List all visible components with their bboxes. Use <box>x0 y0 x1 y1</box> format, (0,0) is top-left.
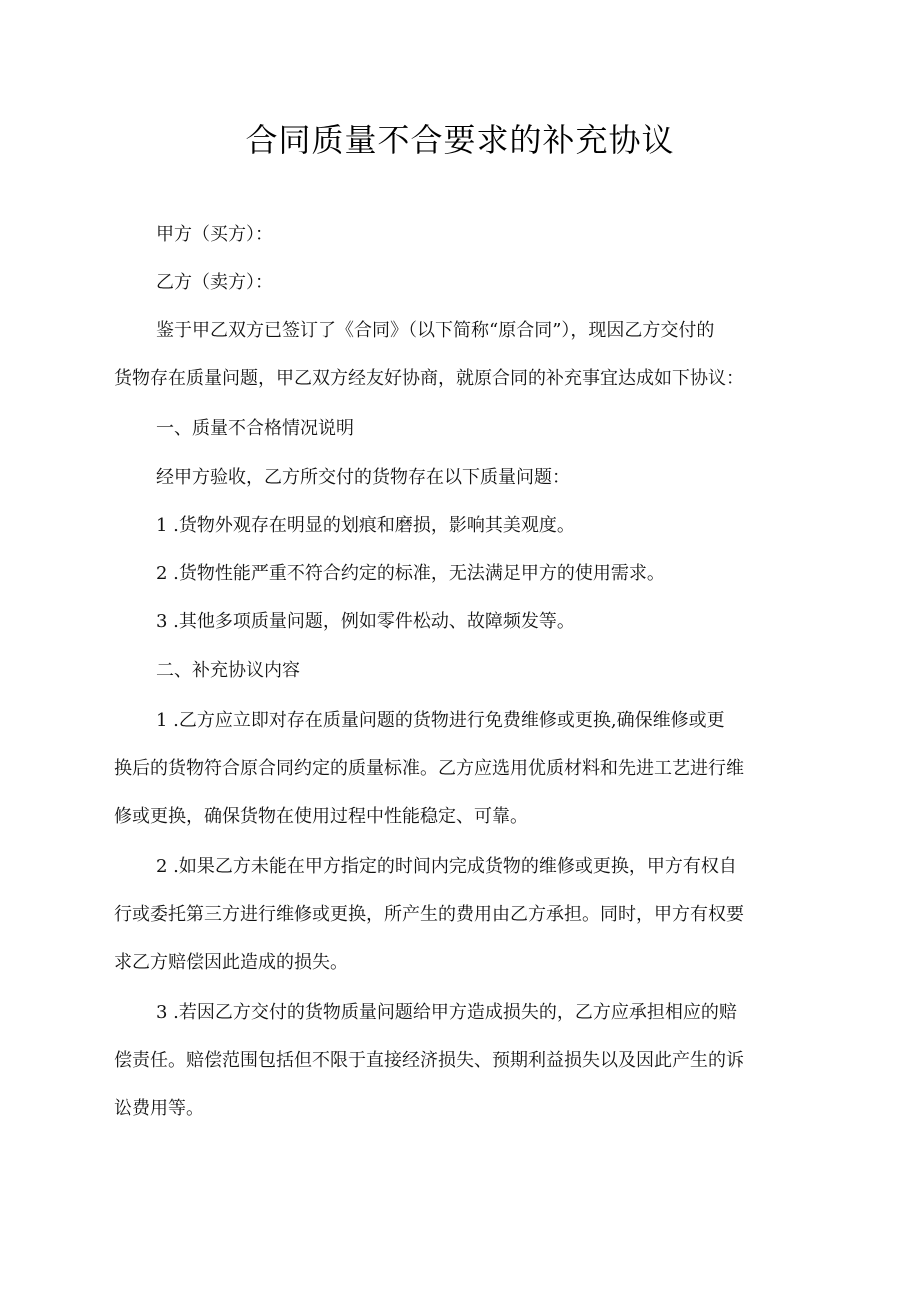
document-title: 合同质量不合要求的补充协议 <box>245 121 675 159</box>
clause1-line-3: 修或更换，确保货物在使用过程中性能稳定、可靠。 <box>114 806 528 827</box>
section2-heading: 二、补充协议内容 <box>156 660 300 681</box>
clause1-line-2: 换后的货物符合原合同约定的质量标准。乙方应选用优质材料和先进工艺进行维 <box>114 758 744 779</box>
section1-heading: 一、质量不合格情况说明 <box>156 418 354 439</box>
clause3-line-3: 讼费用等。 <box>114 1098 204 1119</box>
clause1-line-1: 1 .乙方应立即对存在质量问题的货物进行免费维修或更换,确保维修或更 <box>156 710 725 731</box>
section1-item-1: 1 .货物外观存在明显的划痕和磨损，影响其美观度。 <box>156 515 575 536</box>
clause3-line-2: 偿责任。赔偿范围包括但不限于直接经济损失、预期利益损失以及因此产生的诉 <box>114 1050 744 1071</box>
clause3-line-1: 3 .若因乙方交付的货物质量问题给甲方造成损失的，乙方应承担相应的赔 <box>156 1002 737 1023</box>
party-b-line: 乙方（卖方）： <box>156 272 273 293</box>
section1-lead: 经甲方验收，乙方所交付的货物存在以下质量问题： <box>156 467 570 488</box>
intro-line-2: 货物存在质量问题，甲乙双方经友好协商，就原合同的补充事宜达成如下协议： <box>114 368 744 389</box>
section1-item-3: 3 .其他多项质量问题，例如零件松动、故障频发等。 <box>156 611 575 632</box>
party-a-line: 甲方（买方）： <box>156 224 273 245</box>
section1-item-2: 2 .货物性能严重不符合约定的标准，无法满足甲方的使用需求。 <box>156 563 665 584</box>
clause2-line-1: 2 .如果乙方未能在甲方指定的时间内完成货物的维修或更换，甲方有权自 <box>156 856 737 877</box>
clause2-line-2: 行或委托第三方进行维修或更换，所产生的费用由乙方承担。同时，甲方有权要 <box>114 904 744 925</box>
intro-line-1: 鉴于甲乙双方已签订了《合同》（以下简称“原合同”），现因乙方交付的 <box>156 320 715 341</box>
clause2-line-3: 求乙方赔偿因此造成的损失。 <box>114 952 348 973</box>
